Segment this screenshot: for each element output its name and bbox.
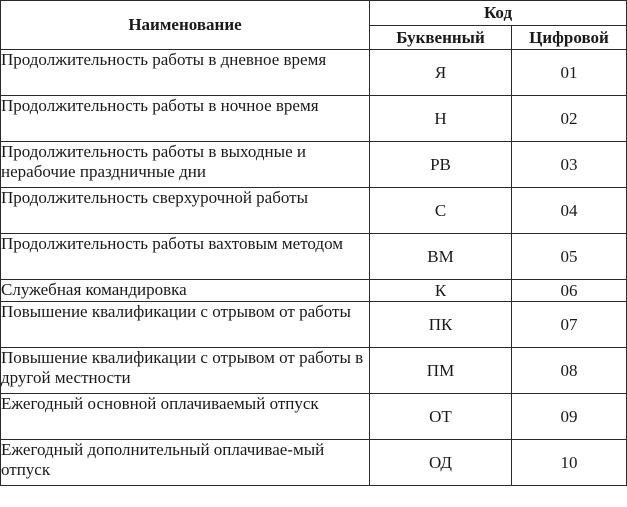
table-row: [1, 348, 627, 394]
row-digit-code: 10: [512, 440, 627, 486]
row-letter-code: ВМ: [370, 234, 512, 280]
table-row: [1, 234, 627, 280]
row-letter-code: ОТ: [370, 394, 512, 440]
row-letter-code: ПМ: [370, 348, 512, 394]
row-digit-code: 09: [512, 394, 627, 440]
row-digit-code: 08: [512, 348, 627, 394]
table-row: [1, 96, 627, 142]
row-letter-code: С: [370, 188, 512, 234]
row-letter-code: Н: [370, 96, 512, 142]
row-digit-code: 01: [512, 50, 627, 96]
row-name: Продолжительность работы вахтовым методом: [1, 234, 370, 280]
row-letter-code: РВ: [370, 142, 512, 188]
row-letter-code: ПК: [370, 302, 512, 348]
header-code: Код: [370, 1, 627, 26]
row-name: Ежегодный дополнительный оплачивае-мый отпуск: [1, 440, 370, 486]
table-row: [1, 440, 627, 486]
row-name: Служебная командировка: [1, 280, 370, 302]
row-name: Ежегодный основной оплачиваемый отпуск: [1, 394, 370, 440]
row-letter-code: К: [370, 280, 512, 302]
table-row: [1, 394, 627, 440]
row-digit-code: 05: [512, 234, 627, 280]
row-name: Повышение квалификации с отрывом от работы в другой местности: [1, 348, 370, 394]
table-row: [1, 188, 627, 234]
table-row: [1, 280, 627, 302]
row-name: Продолжительность работы в выходные и нерабочие праздничные дни: [1, 142, 370, 188]
row-letter-code: Я: [370, 50, 512, 96]
table-row: [1, 50, 627, 96]
row-name: Продолжительность сверхурочной работы: [1, 188, 370, 234]
header-name: Наименование: [1, 1, 370, 50]
header-digit-code: Цифровой: [512, 26, 627, 50]
row-name: Повышение квалификации с отрывом от работы: [1, 302, 370, 348]
row-digit-code: 02: [512, 96, 627, 142]
table-row: [1, 142, 627, 188]
row-letter-code: ОД: [370, 440, 512, 486]
row-digit-code: 03: [512, 142, 627, 188]
row-digit-code: 06: [512, 280, 627, 302]
row-digit-code: 07: [512, 302, 627, 348]
header-letter-code: Буквенный: [370, 26, 512, 50]
row-name: Продолжительность работы в дневное время: [1, 50, 370, 96]
row-digit-code: 04: [512, 188, 627, 234]
table-row: [1, 302, 627, 348]
row-name: Продолжительность работы в ночное время: [1, 96, 370, 142]
